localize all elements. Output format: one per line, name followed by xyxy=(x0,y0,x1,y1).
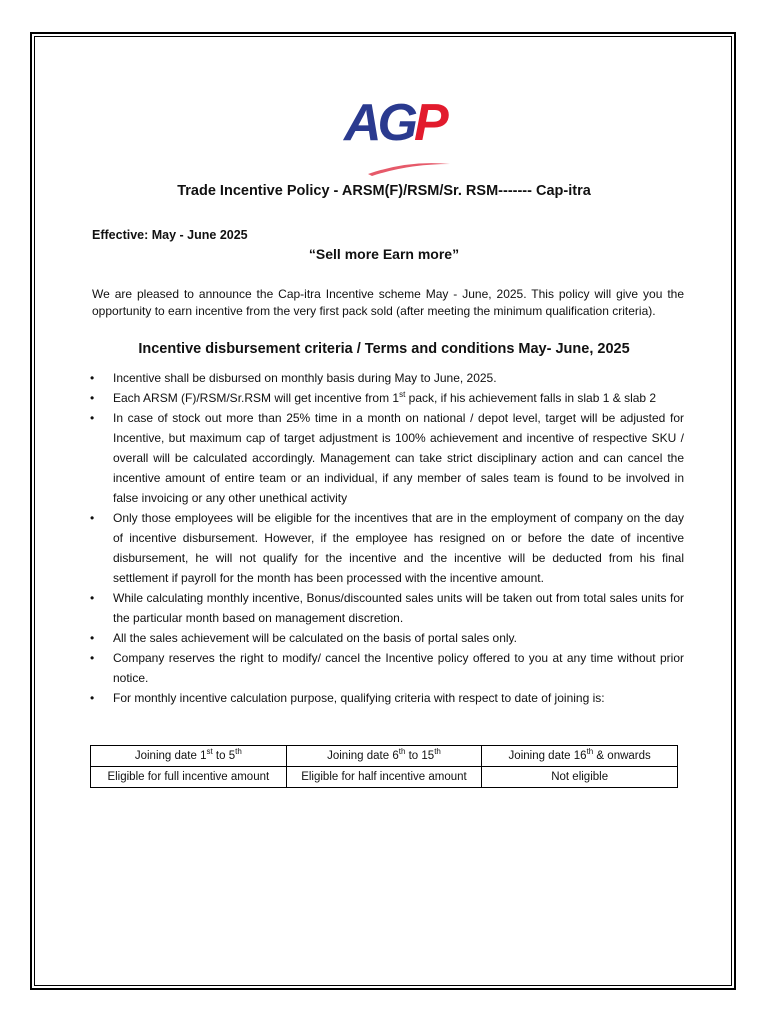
list-item: • All the sales achievement will be calculated on the basis of portal sales only. xyxy=(88,628,684,648)
intro-paragraph: We are pleased to announce the Cap-itra Incentive scheme May - June, 2025. This policy will give you the opportunity to earn incentive from the very first pack sold (after meeting the minimum qualification criteria). xyxy=(92,287,684,318)
list-item: • While calculating monthly incentive, Bonus/discounted sales units will be taken out from total sales units for the particular month based on management discretion. xyxy=(88,588,684,628)
bullet-icon: • xyxy=(90,391,95,405)
effective-date: Effective: May - June 2025 xyxy=(92,228,248,242)
bullet-icon: • xyxy=(90,631,95,645)
list-item: • Only those employees will be eligible for the incentives that are in the employment of company on the day of incentive disbursement. However, if the employee has resigned on or before the date of incentive disbursement, he will not qualify for the incentive and the incentive will be deducted from his final settlement if payroll for the month has been processed with the incentive amount. xyxy=(88,508,684,588)
slogan: “Sell more Earn more” xyxy=(308,246,460,262)
table-row xyxy=(91,767,678,788)
table-header-cell: Joining date 1st to 5th xyxy=(91,746,287,767)
table-cell: Not eligible xyxy=(482,767,678,788)
section-heading: Incentive disbursement criteria / Terms and conditions May- June, 2025 xyxy=(138,341,630,357)
table-header-row xyxy=(91,746,678,767)
table-cell: Eligible for half incentive amount xyxy=(286,767,482,788)
joining-date-table xyxy=(90,745,678,788)
table-header-cell: Joining date 16th & onwards xyxy=(482,746,678,767)
logo-swoosh-icon xyxy=(368,163,450,176)
list-item: • For monthly incentive calculation purpose, qualifying criteria with respect to date of joining is: xyxy=(88,688,684,708)
agp-logo xyxy=(338,92,458,182)
bullet-icon: • xyxy=(90,371,95,385)
list-item: • Incentive shall be disbursed on monthly basis during May to June, 2025. xyxy=(88,368,684,388)
table-header-cell: Joining date 6th to 15th xyxy=(286,746,482,767)
bullet-icon: • xyxy=(90,411,95,425)
bullet-icon: • xyxy=(90,511,95,525)
list-item: • In case of stock out more than 25% time in a month on national / depot level, target will be adjusted for Incentive, but maximum cap of target adjustment is 100% achievement and incentive of respective SKU / overall will be calculated accordingly. Management can take strict disciplinary action and can cancel the incentive amount of entire team or an individual, if any member of sales team is found to be involved in false invoicing or any other unethical activity xyxy=(88,408,684,508)
bullet-icon: • xyxy=(90,591,95,605)
bullet-icon: • xyxy=(90,651,95,665)
document-title: Trade Incentive Policy - ARSM(F)/RSM/Sr. RSM------- Cap-itra xyxy=(177,183,591,199)
bullet-icon: • xyxy=(90,691,95,705)
svg-text:AG: AG xyxy=(344,94,414,152)
list-item: • Each ARSM (F)/RSM/Sr.RSM will get incentive from 1st pack, if his achievement falls in slab 1 & slab 2 xyxy=(88,388,684,408)
list-item: • Company reserves the right to modify/ cancel the Incentive policy offered to you at any time without prior notice. xyxy=(88,648,684,688)
svg-text:P: P xyxy=(414,94,449,152)
terms-list xyxy=(88,368,684,708)
table-cell: Eligible for full incentive amount xyxy=(91,767,287,788)
